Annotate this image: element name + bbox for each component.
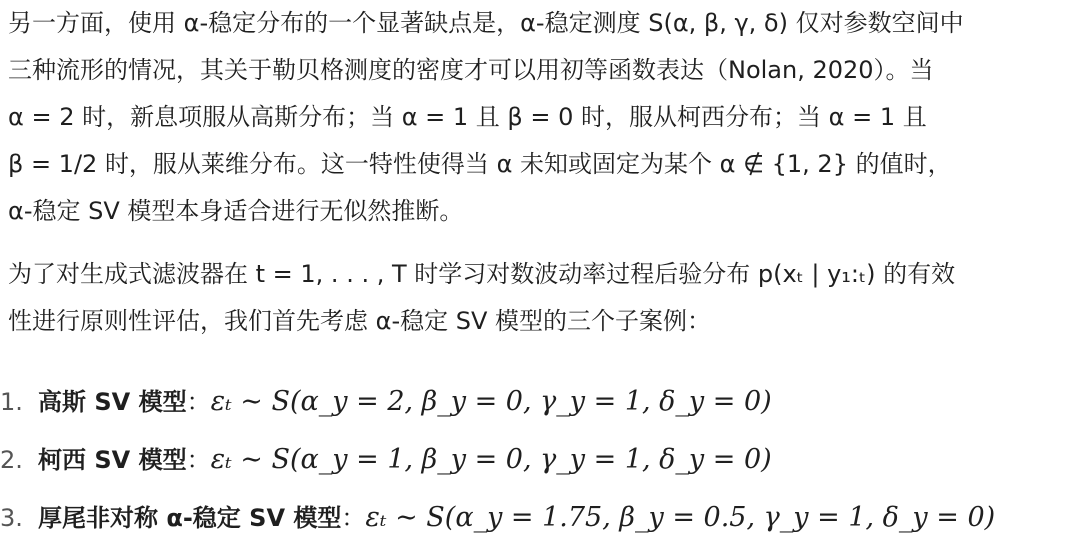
list-item-formula: εₜ ∼ S(α_y = 1.75, β_y = 0.5, γ_y = 1, δ_y = 0) — [365, 502, 996, 533]
list-item-formula: εₜ ∼ S(α_y = 2, β_y = 0, γ_y = 1, δ_y = 0) — [210, 386, 772, 417]
paragraph-line: 三种流形的情况，其关于勒贝格测度的密度才可以用初等函数表达（Nolan, 2020）。当 — [8, 56, 934, 84]
paragraph-line: α = 2 时，新息项服从高斯分布；当 α = 1 且 β = 0 时，服从柯西分布；当 α = 1 且 — [8, 103, 927, 131]
paragraph-line: 性进行原则性评估，我们首先考虑 α-稳定 SV 模型的三个子案例： — [8, 307, 712, 335]
list-item — [0, 489, 1080, 547]
paragraph-line: 另一方面，使用 α-稳定分布的一个显著缺点是，α-稳定测度 S(α, β, γ, δ) 仅对参数空间中 — [8, 9, 964, 37]
list-number: 2. — [0, 446, 23, 474]
list-item-formula: εₜ ∼ S(α_y = 1, β_y = 0, γ_y = 1, δ_y = 0) — [210, 444, 772, 475]
list-item-separator: ： — [186, 446, 211, 474]
sub-case-list — [0, 373, 1080, 547]
paragraph-line: α-稳定 SV 模型本身适合进行无似然推断。 — [8, 197, 464, 225]
paragraph-alpha-stable-drawback — [8, 0, 1074, 235]
list-item-label: 柯西 SV 模型 — [38, 446, 187, 474]
list-item — [0, 373, 1080, 431]
list-item-separator: ： — [341, 504, 366, 532]
document-body — [8, 0, 1074, 345]
paragraph-line: β = 1/2 时，服从莱维分布。这一特性使得当 α 未知或固定为某个 α ∉ {1, 2} 的值时， — [8, 150, 952, 178]
list-item-separator: ： — [186, 388, 211, 416]
list-item-label: 高斯 SV 模型 — [38, 388, 187, 416]
paragraph-line: 为了对生成式滤波器在 t = 1, . . . , T 时学习对数波动率过程后验分布 p(xₜ | y₁:ₜ) 的有效 — [8, 260, 956, 288]
list-number: 3. — [0, 504, 23, 532]
list-item — [0, 431, 1080, 489]
paragraph-evaluation — [8, 251, 1074, 345]
list-number: 1. — [0, 388, 23, 416]
list-item-label: 厚尾非对称 α-稳定 SV 模型 — [38, 504, 342, 532]
